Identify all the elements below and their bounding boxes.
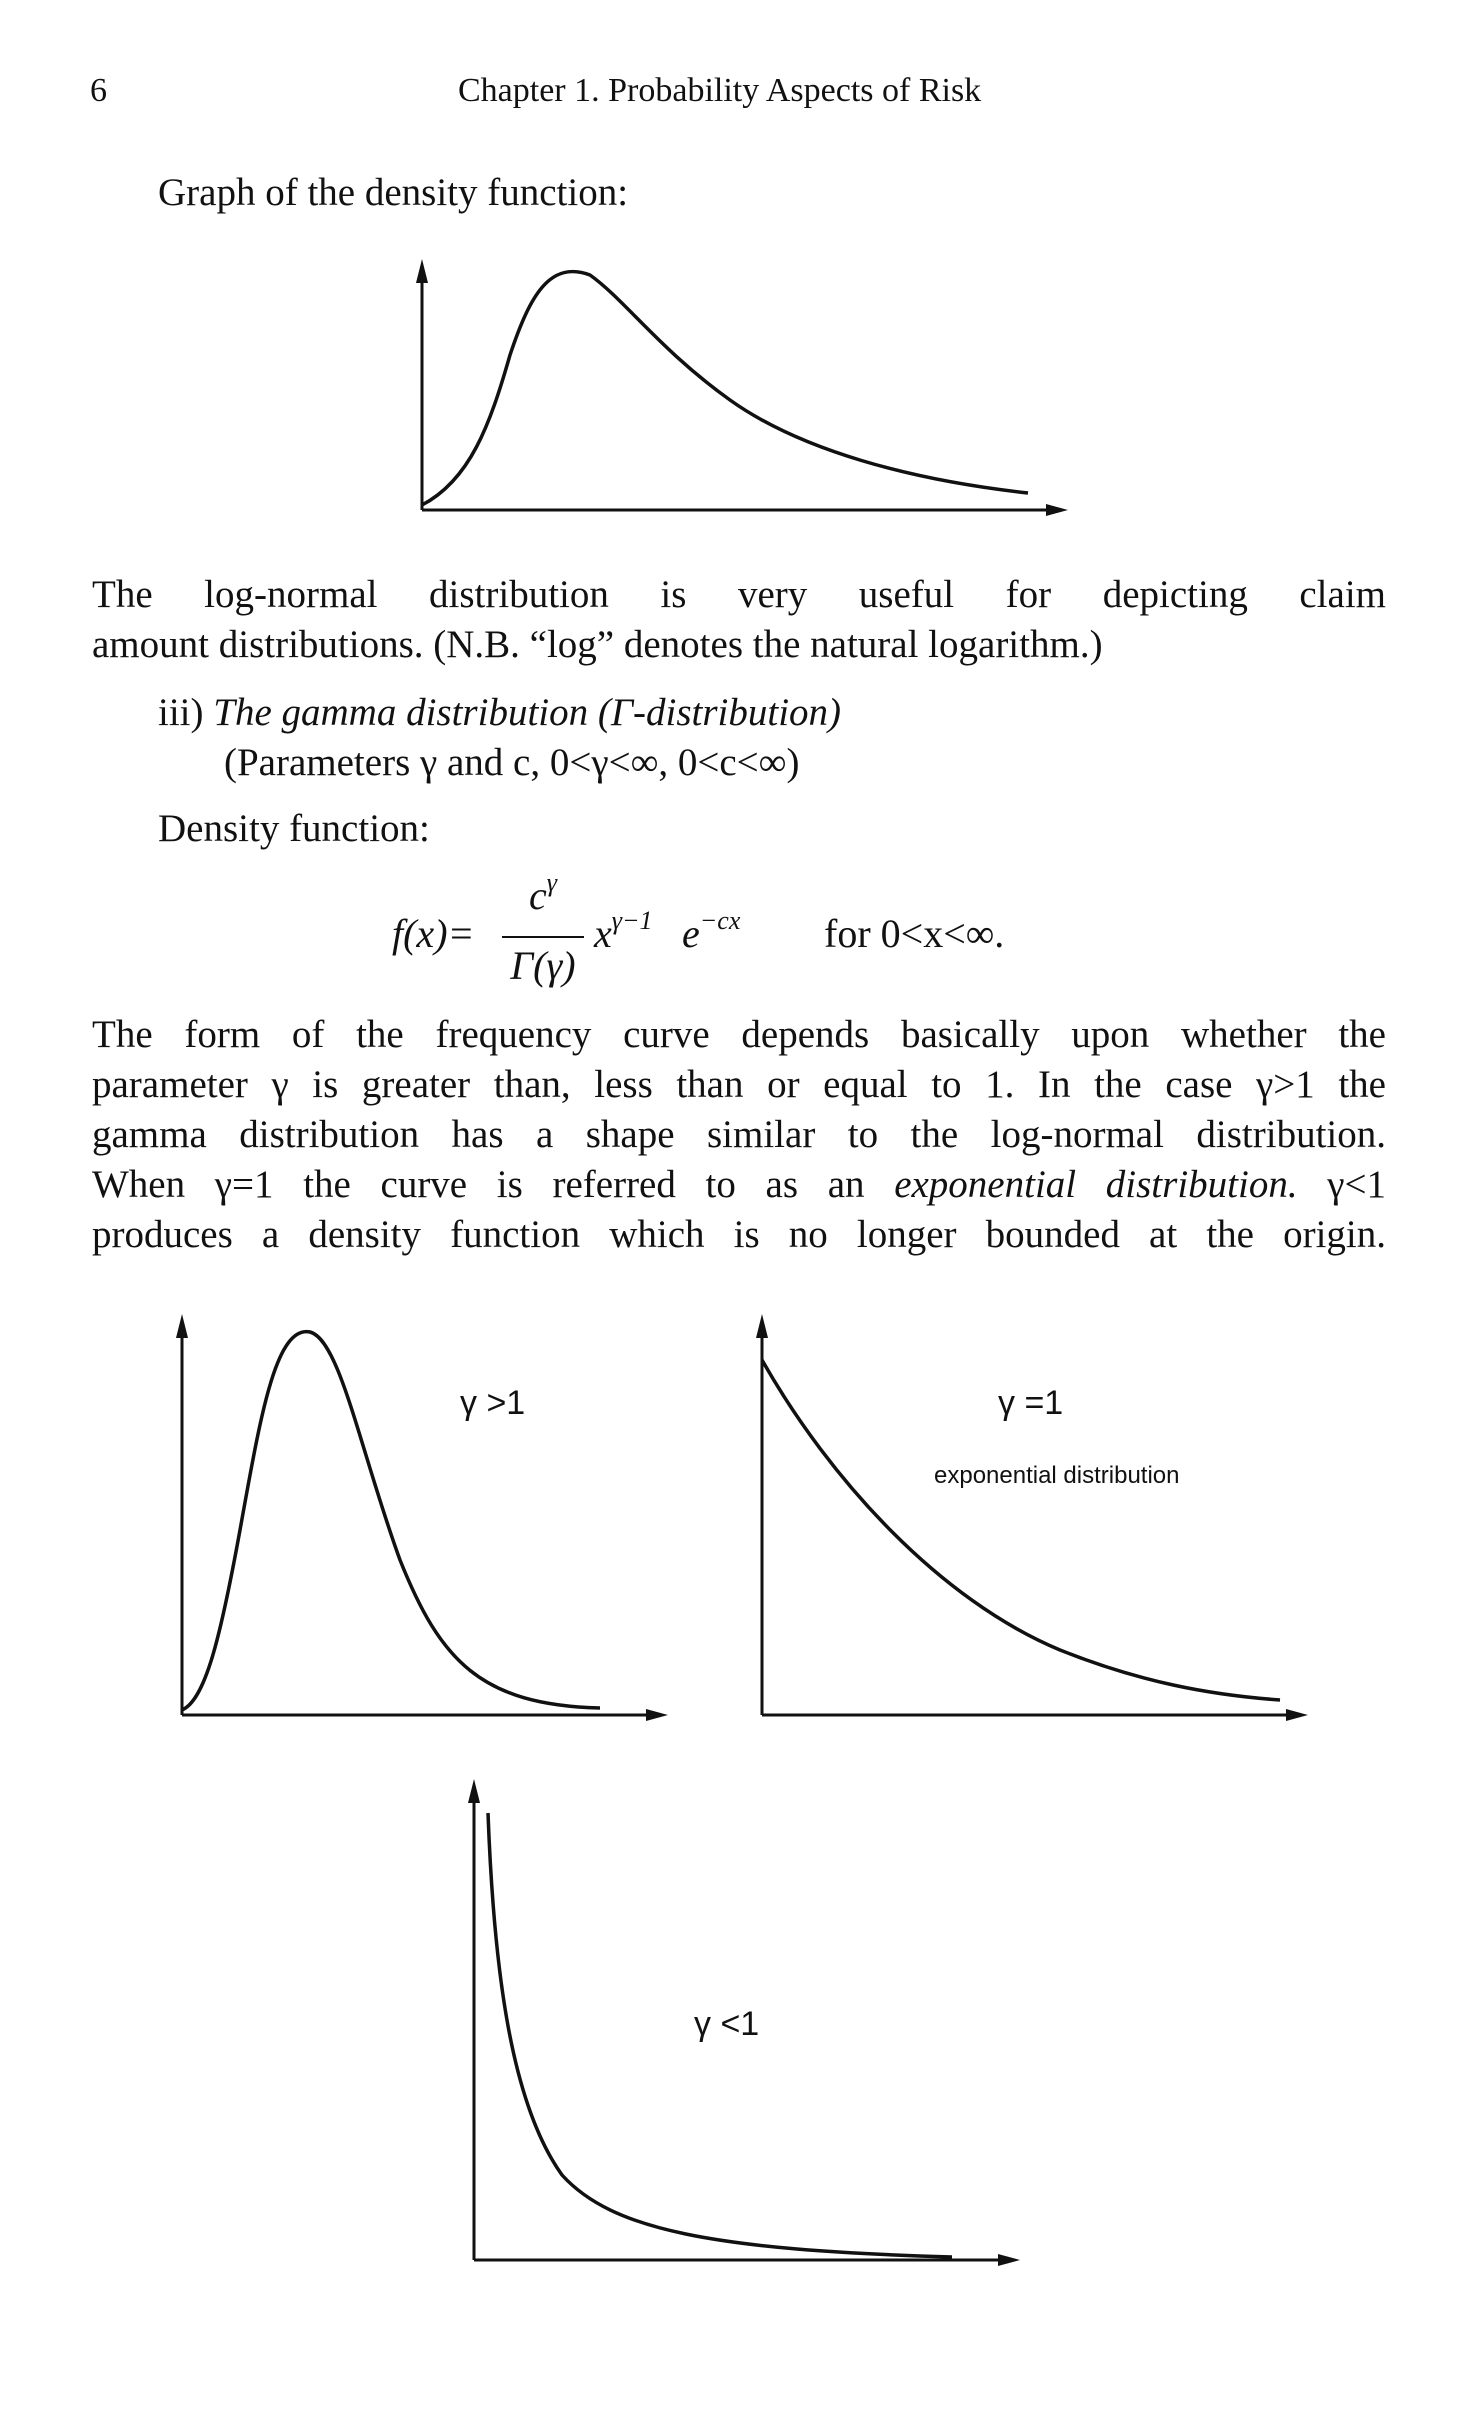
exponential-distribution-label: exponential distribution: [934, 1462, 1180, 1489]
x-axis-arrow-icon: [1286, 1709, 1308, 1721]
gamma-item-title: The gamma distribution (Γ-distribution): [213, 691, 842, 734]
gamma-gt1-label: γ >1: [460, 1384, 526, 1422]
page-number: 6: [90, 72, 107, 109]
gamma-density-formula: [392, 868, 1112, 1010]
density-label: Density function:: [158, 807, 430, 850]
formula-numerator: $c^\gamma$: [528, 868, 557, 918]
form-line-5: produces a density function which is no longer bounded at the origin.: [92, 1213, 1386, 1256]
lognormal-curve: [422, 272, 1028, 505]
gamma-gt1-figure: [160, 1310, 680, 1730]
formula-x-term: $x^{\gamma-1}$: [594, 906, 653, 956]
form-line-2: parameter γ is greater than, less than or equal to 1. In the case γ>1 the: [92, 1063, 1386, 1106]
x-axis-arrow-icon: [646, 1709, 668, 1721]
y-axis-arrow-icon: [756, 1314, 768, 1338]
y-axis-arrow-icon: [468, 1779, 480, 1803]
gamma-item-heading: [158, 688, 841, 738]
lognormal-axes: [416, 259, 1068, 516]
x-axis-arrow-icon: [1046, 504, 1068, 516]
lognormal-line-2: amount distributions. (N.B. “log” denotes the natural logarithm.): [92, 623, 1103, 666]
lognormal-paragraph: [92, 570, 1386, 670]
formula-condition: for 0<x<∞.: [824, 911, 1005, 956]
form-line-4: When γ=1 the curve is referred to as an exponential distribution. γ<1: [92, 1163, 1386, 1206]
gamma-parameters: (Parameters γ and c, 0<γ<∞, 0<c<∞): [224, 741, 800, 784]
gamma-lt1-label: γ <1: [694, 2005, 760, 2043]
x-axis-arrow-icon: [998, 2254, 1020, 2266]
intro-label: Graph of the density function:: [158, 171, 629, 214]
form-line-1: The form of the frequency curve depends basically upon whether the: [92, 1013, 1386, 1056]
gamma-gt1-curve: [182, 1332, 600, 1710]
fraction-bar: [502, 936, 584, 938]
formula-lhs: f(x)=: [392, 911, 475, 956]
lognormal-density-figure: [400, 255, 1080, 520]
gamma-eq1-label: γ =1: [998, 1384, 1064, 1422]
form-paragraph: [92, 1010, 1386, 1260]
running-head: Chapter 1. Probability Aspects of Risk: [458, 72, 982, 109]
y-axis-arrow-icon: [176, 1314, 188, 1338]
lognormal-line-1: The log-normal distribution is very useful for depicting claim: [92, 573, 1386, 616]
form-line-3: gamma distribution has a shape similar to the log-normal distribution.: [92, 1113, 1386, 1156]
y-axis-arrow-icon: [416, 259, 428, 283]
gamma-eq1-figure: [740, 1310, 1320, 1730]
formula-e-term: $e^{-cx}$: [682, 906, 741, 956]
formula-denominator: Γ(γ): [510, 943, 576, 988]
gamma-item-number: iii): [158, 691, 204, 734]
